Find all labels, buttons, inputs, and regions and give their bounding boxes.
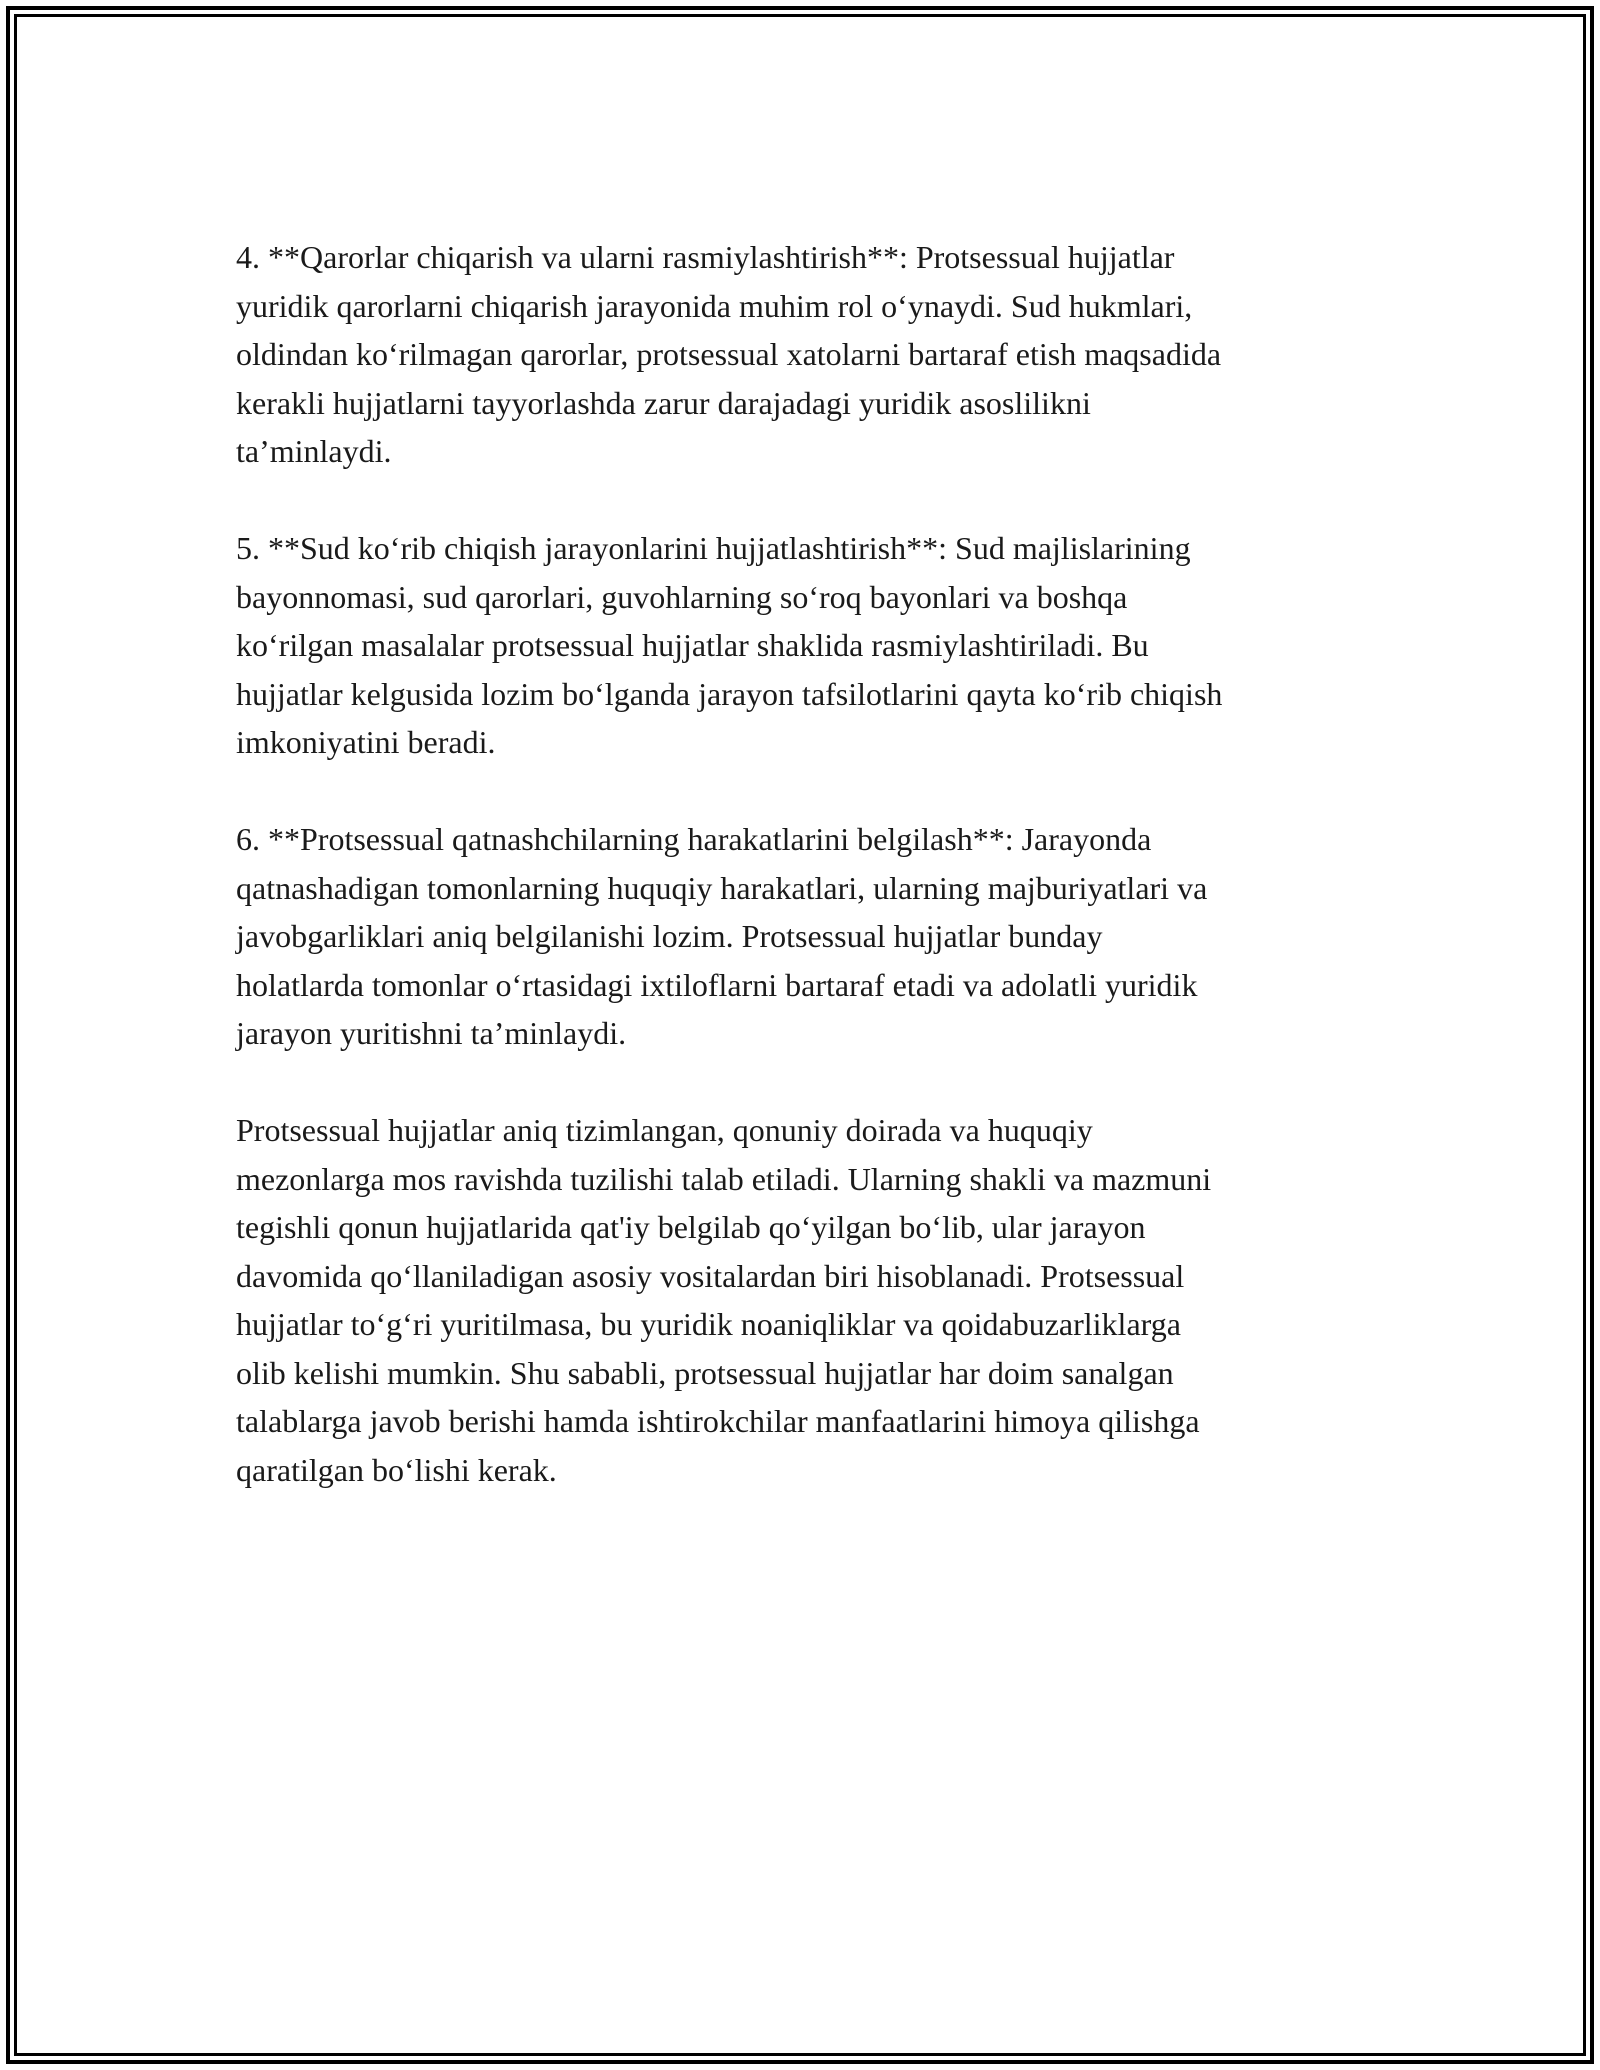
document-body — [236, 233, 1386, 1543]
paragraph-item-4: 4. **Qarorlar chiqarish va ularni rasmiylashtirish**: Protsessual hujjatlar yuridik qarorlarni chiqarish jarayonida muhim rol o‘ynaydi. Sud hukmlari, oldindan ko‘rilmagan qarorlar, protsessual xatolarni bartaraf etish maqsadida kerakli hujjatlarni tayyorlashda zarur darajadagi yuridik asoslilikni ta’minlaydi. — [236, 239, 1222, 469]
paragraph-item-5: 5. **Sud ko‘rib chiqish jarayonlarini hujjatlashtirish**: Sud majlislarining bayonnomasi, sud qarorlari, guvohlarning so‘roq bayonlari va boshqa ko‘rilgan masalalar protsessual hujjatlar shaklida rasmiylashtiriladi. Bu hujjatlar kelgusida lozim bo‘lganda jarayon tafsilotlarini qayta ko‘rib chiqish imkoniyatini beradi. — [236, 530, 1223, 760]
paragraph-conclusion: Protsessual hujjatlar aniq tizimlangan, qonuniy doirada va huquqiy mezonlarga mos ravishda tuzilishi talab etiladi. Ularning shakli va mazmuni tegishli qonun hujjatlarida qat'iy belgilab qo‘yilgan bo‘lib, ular jarayon davomida qo‘llaniladigan asosiy vositalardan biri hisoblanadi. Protsessual hujjatlar to‘g‘ri yuritilmasa, bu yuridik noaniqliklar va qoidabuzarliklarga olib kelishi mumkin. Shu sababli, protsessual hujjatlar har doim sanalgan talablarga javob berishi hamda ishtirokchilar manfaatlarini himoya qilishga qaratilgan bo‘lishi kerak. — [236, 1112, 1212, 1488]
paragraph-item-6: 6. **Protsessual qatnashchilarning harakatlarini belgilash**: Jarayonda qatnashadigan tomonlarning huquqiy harakatlari, ularning majburiyatlari va javobgarliklari aniq belgilanishi lozim. Protsessual hujjatlar bunday holatlarda tomonlar o‘rtasidagi ixtiloflarni bartaraf etadi va adolatli yuridik jarayon yuritishni ta’minlaydi. — [236, 821, 1208, 1051]
